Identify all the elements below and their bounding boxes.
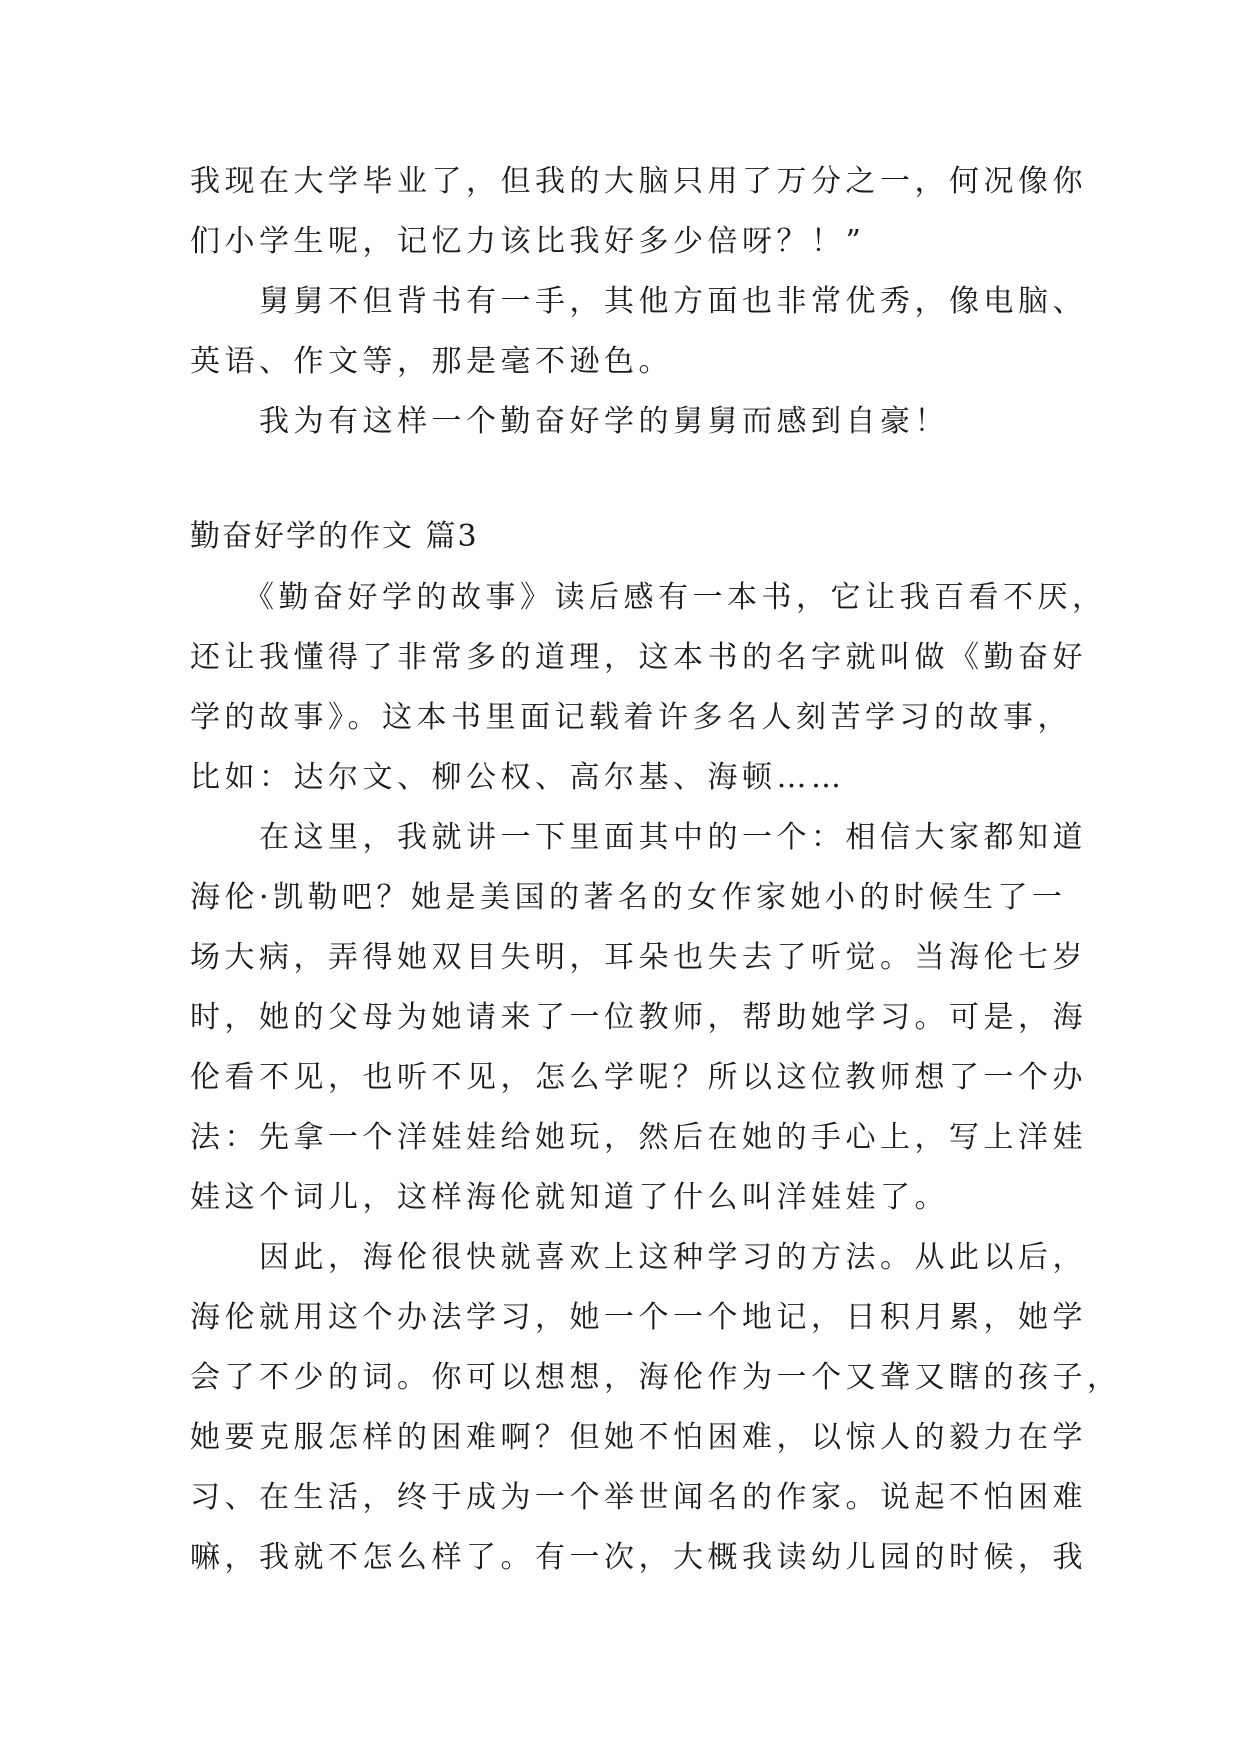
text-line: 还让我懂得了非常多的道理，这本书的名字就叫做《勤奋好 [190,640,1087,675]
text-line: 嘛，我就不怎么样了。有一次，大概我读幼儿园的时候，我 [190,1540,1087,1575]
text-line: 《勤奋好学的故事》读后感有一本书，它让我百看不厌， [190,580,1107,615]
text-line: 伦看不见，也听不见，怎么学呢？所以这位教师想了一个办 [190,1060,1087,1095]
text-line: 因此，海伦很快就喜欢上这种学习的方法。从此以后， [190,1240,1087,1275]
text-line: 学的故事》。这本书里面记载着许多名人刻苦学习的故事， [190,700,1072,735]
text-line: 场大病，弄得她双目失明，耳朵也失去了听觉。当海伦七岁 [190,940,1087,975]
text-line: 我为有这样一个勤奋好学的舅舅而感到自豪！ [190,404,949,439]
text-line: 我现在大学毕业了，但我的大脑只用了万分之一，何况像你 [190,164,1087,199]
text-line: 时，她的父母为她请来了一位教师，帮助她学习。可是，海 [190,1000,1087,1035]
text-line: 海伦就用这个办法学习，她一个一个地记，日积月累，她学 [190,1300,1087,1335]
text-line: 英语、作文等，那是毫不逊色。 [190,344,673,379]
text-line: 舅舅不但背书有一手，其他方面也非常优秀，像电脑、 [190,284,1087,319]
text-line: 习、在生活，终于成为一个举世闻名的作家。说起不怕困难 [190,1480,1087,1515]
text-line: 法：先拿一个洋娃娃给她玩，然后在她的手心上，写上洋娃 [190,1120,1087,1155]
text-line: 娃这个词儿，这样海伦就知道了什么叫洋娃娃了。 [190,1180,949,1215]
text-line: 会了不少的词。你可以想想，海伦作为一个又聋又瞎的孩子， [190,1360,1122,1395]
text-line: 在这里，我就讲一下里面其中的一个：相信大家都知道 [190,820,1087,855]
text-line: 她要克服怎样的困难啊？但她不怕困难，以惊人的毅力在学 [190,1420,1087,1455]
text-line: 们小学生呢，记忆力该比我好多少倍呀？！” [190,224,866,259]
section-heading: 勤奋好学的作文 篇3 [190,519,479,554]
text-line: 比如：达尔文、柳公权、高尔基、海顿…… [190,760,846,795]
text-line: 海伦·凯勒吧？她是美国的著名的女作家她小的时候生了一 [190,880,1067,915]
